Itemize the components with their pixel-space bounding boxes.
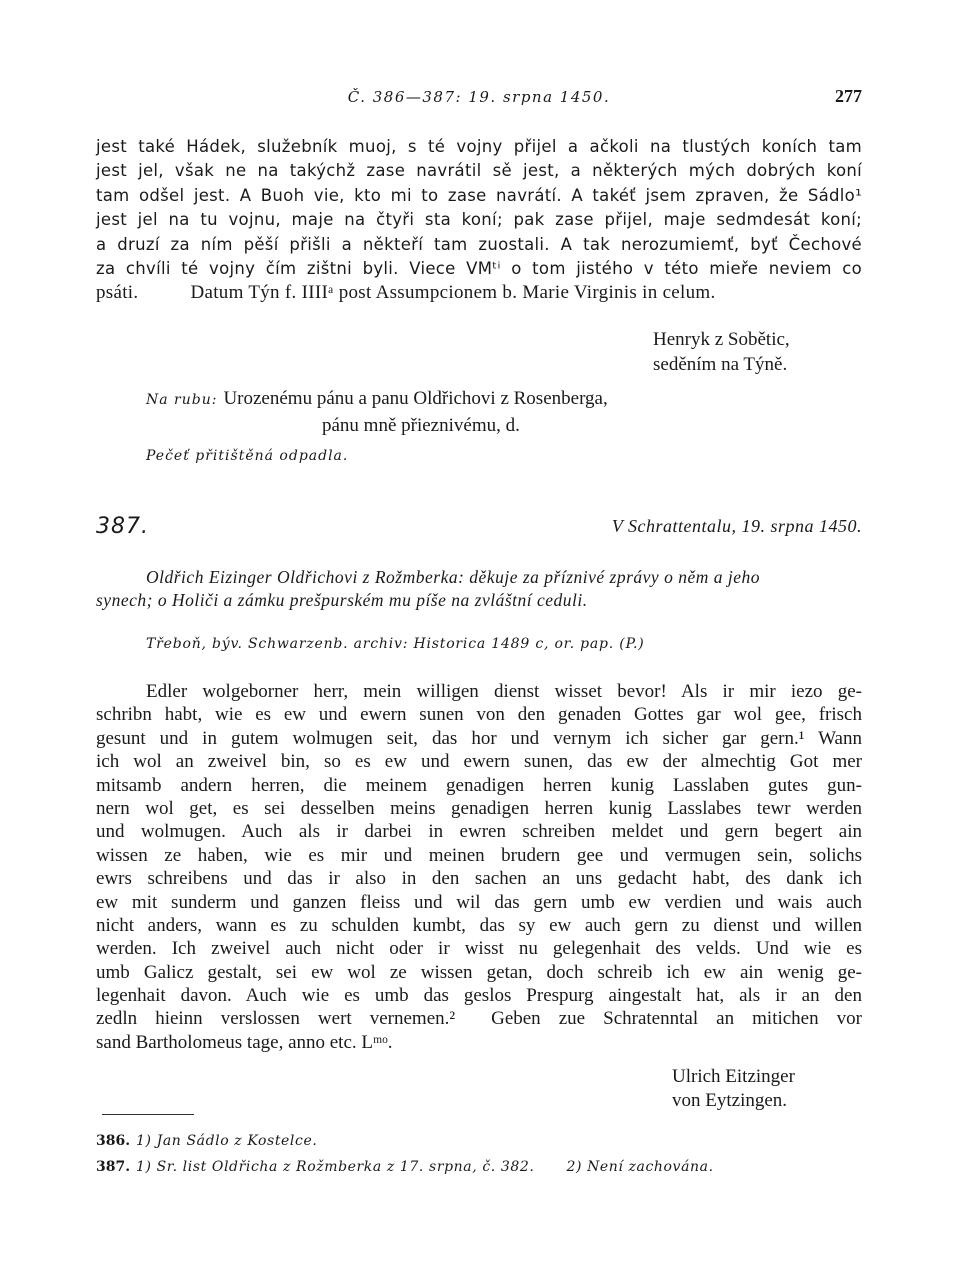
dorse-address [146,386,608,438]
letter-386-body [96,135,862,306]
regest-line: synech; o Holiči a zámku prešpurském mu píše na zvláštní ceduli. [96,590,588,610]
letter-386-last-line [96,281,862,305]
footnote [96,1128,862,1154]
page-number: 277 [835,86,862,106]
footnote-text: 1) Jan Sádlo z Kostelce. [136,1133,318,1149]
dorse-line-1: Urozenému pánu a panu Oldřichovi z Rosenberga, [223,388,608,409]
letter-386-line: za chvíli té vojny čím zištni byli. Viece VMᵗⁱ o tom jistého v této mieře neviem co [96,258,862,278]
letter-387-body [96,680,862,1054]
regest-line: Oldřich Eizinger Oldřichovi z Rožmberka: děkuje za příznivé zprávy o něm a jeho [146,567,760,587]
footnotes [96,1128,862,1180]
letter-387-line: nicht anders, wann es zu schulden kumbt, das sy ew auch gern zu dienst und willen [96,914,862,936]
signature-line: Henryk z Sobětic, [653,329,790,350]
footnote-number: 386. [96,1133,131,1149]
letter-387-line: schribn habt, wie es ew und ewern sunen von den genaden Gottes gar wol gee, frisch [96,704,862,726]
letter-387-line: und wolmugen. Auch als ir darbei in ewren schreiben meldet und gern begert ain [96,821,862,843]
signature-line: von Eytzingen. [672,1090,788,1111]
letter-387-line: werden. Ich zweivel auch nicht oder ir wisst nu gelegenhait des velds. Und wie es [96,938,862,960]
dorse-label: Na rubu: [146,392,218,408]
letter-386-line: tam odšel jest. A Buoh vie, kto mi to zase navrátí. A takéť jsem zpraven, že Sádlo¹ [96,185,862,205]
seal-note: Pečeť přitištěná odpadla. [146,448,349,464]
letter-386-line: jest také Hádek, služebník muoj, s té vojny přijel a ačkoli na tlustých koních tam [96,137,862,156]
regest [96,566,862,612]
footnote-number: 387. [96,1159,131,1175]
letter-387-line-geben-start: zedln hieinn verslossen wert vernemen.² [96,1008,456,1030]
letter-386-last-line-start: psáti. [96,282,139,304]
signature-line: Ulrich Eitzinger [672,1066,795,1087]
letter-387-signature [672,1065,795,1113]
letter-387-line-geben [96,1007,862,1030]
letter-387-line: gesunt und in gutem wolmugen seit, das hor und vernym ich sicher gar gern.¹ Wann [96,727,862,749]
letter-387-line: Edler wolgeborner herr, mein willigen dienst wisset bevor! Als ir mir iezo ge- [146,681,862,702]
letter-386-signature [653,327,790,377]
entry-number: 387. [96,514,149,539]
footnote [96,1154,862,1180]
letter-387-line: nern wol get, es sei desselben meins genadigen herren kunig Lasslabes tewr werden [96,797,862,819]
footnote-rule [102,1114,194,1115]
letter-387-line: legenhait davon. Auch wie es umb das geslos Prespurg aingestalt hat, als ir an den [96,985,862,1007]
letter-387-line-geben-end: Geben zue Schratenntal an mitichen vor [491,1008,862,1030]
letter-386-line: jest jel, však ne na takýchž zase navrátil sě jest, a některých mých dobrých koní [96,161,862,181]
running-head [96,86,862,112]
letter-387-final-line: sand Bartholomeus tage, anno etc. Lᵐᵒ. [96,1031,393,1053]
letter-387-line: ew mit sunderm und ganzen fleiss und wil das gern umb ew verdien und wais auch [96,891,862,913]
archival-source: Třeboň, býv. Schwarzenb. archiv: Historica 1489 c, or. pap. (P.) [146,636,645,652]
letter-386-line: jest jel na tu vojnu, maje na čtyři sta koní; pak zase přijel, maje sedmdesát koní; [96,210,862,230]
entry-place-date: V Schrattentalu, 19. srpna 1450. [611,516,862,536]
letter-386-line: a druzí za ním pěší přišli a někteří tam zuostali. A tak nerozumiemť, byť Čechové [96,234,862,254]
letter-386-datum: Datum Týn f. IIIIᵃ post Assumpcionem b. Marie Virginis in celum. [190,282,716,304]
footnote-text-2: 2) Není zachována. [566,1159,714,1175]
signature-line: seděním na Týně. [653,354,788,375]
letter-387-line: mitsamb andern herren, die meinem genadigen herren kunig Lasslaben gutes gun- [96,774,862,796]
letter-387-line: ewrs schreibens und das ir also in den sachen an uns gedacht habt, des dank ich [96,868,862,890]
letter-387-line: umb Galicz gestalt, sei ew wol ze wissen getan, doch schreib ich ew ain wenig ge- [96,961,862,983]
dorse-line-2: pánu mně přieznivému, d. [322,415,520,436]
running-head-title: Č. 386—387: 19. srpna 1450. [347,88,611,106]
book-page [96,80,862,1200]
footnote-text: 1) Sr. list Oldřicha z Rožmberka z 17. srpna, č. 382. [136,1159,535,1175]
letter-387-line: ich wol an zweivel bin, so es ew und ewern sunen, das ew der almechtig Got mer [96,751,862,773]
letter-387-line: wissen ze haben, wie es mir und meinen brudern gee und vermugen sein, solichs [96,844,862,866]
